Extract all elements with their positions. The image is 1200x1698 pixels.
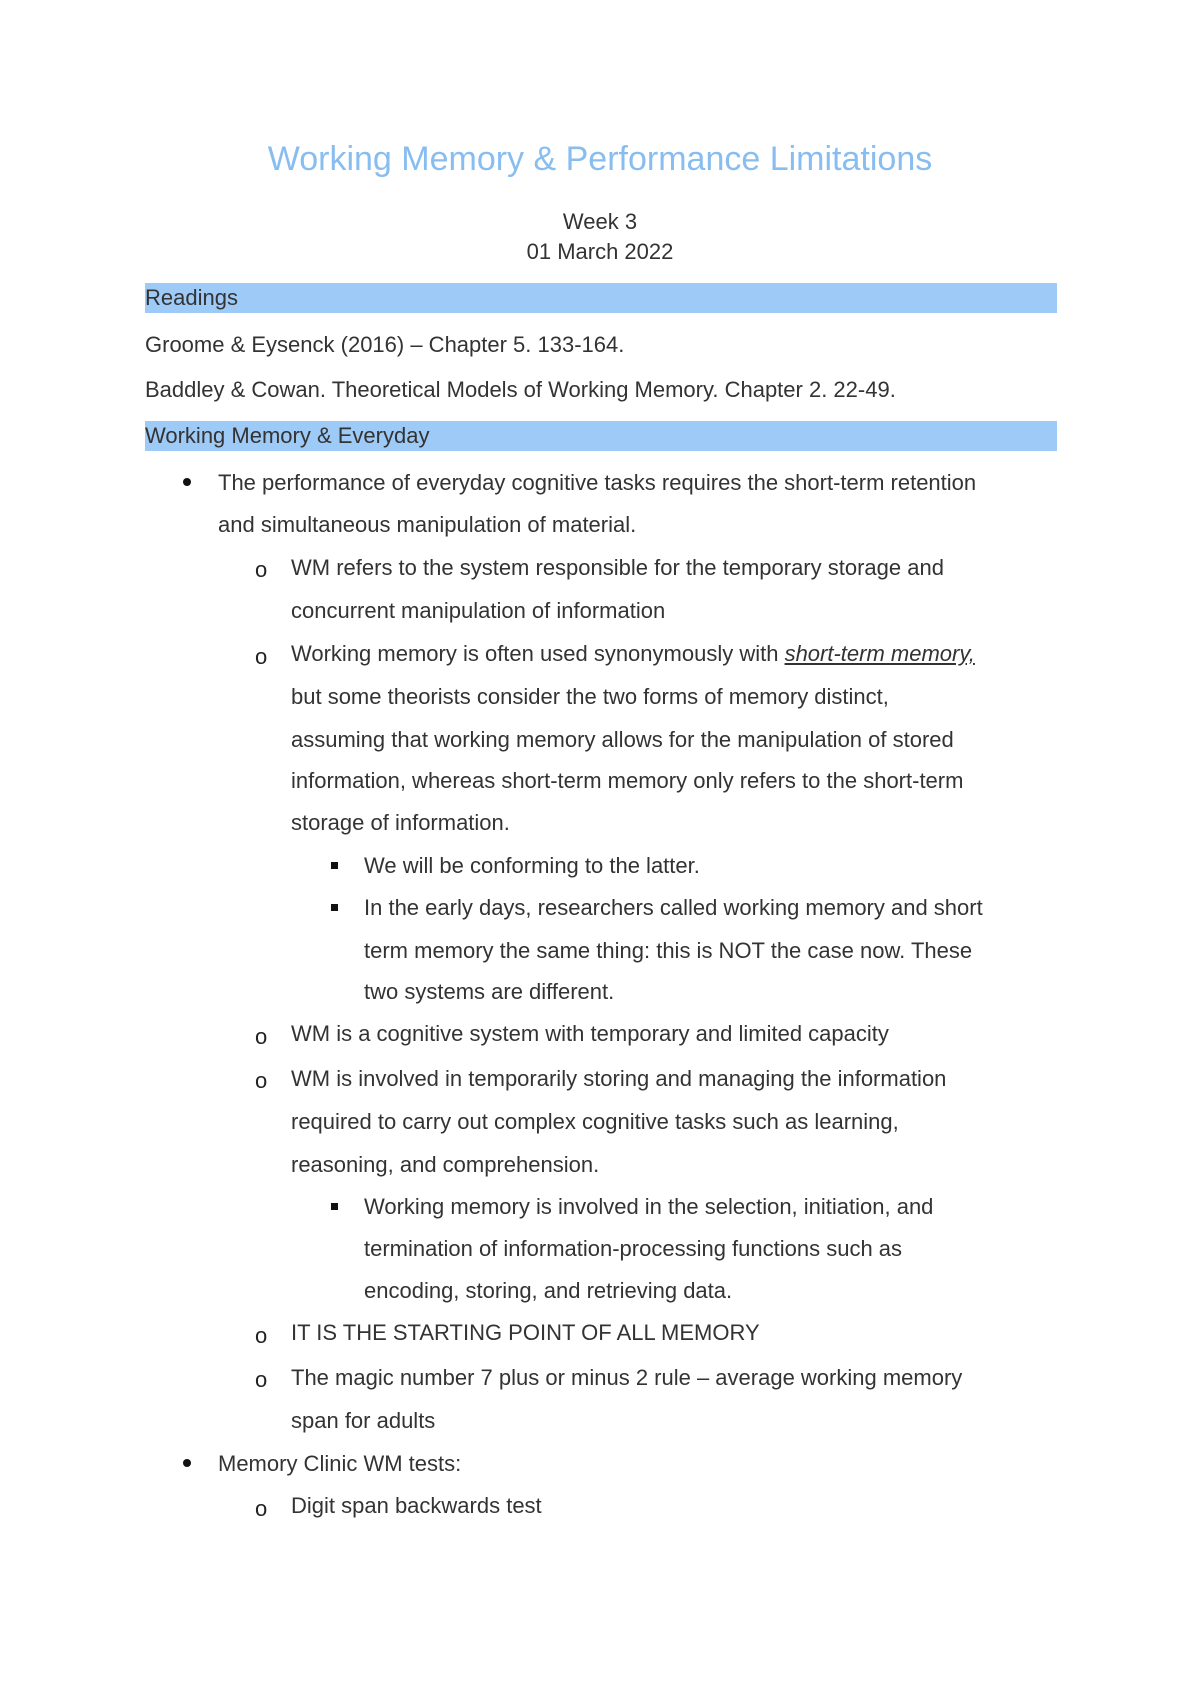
- bullet-dot-icon: [183, 1459, 191, 1467]
- bullet-square-icon: [331, 1203, 338, 1210]
- reading-item: Baddley & Cowan. Theoretical Models of Working Memory. Chapter 2. 22-49.: [145, 377, 896, 402]
- sub-bullet-o-icon: o: [255, 557, 268, 582]
- readings-heading-band: [145, 283, 1057, 313]
- section-heading: Working Memory & Everyday: [145, 423, 430, 448]
- bullet-line: WM is involved in temporarily storing and managing the information: [291, 1066, 947, 1091]
- sub-bullet-o-icon: o: [255, 1367, 268, 1392]
- section-heading-band: [145, 421, 1057, 451]
- bullet-line: required to carry out complex cognitive tasks such as learning,: [291, 1109, 899, 1134]
- bullet-line: The magic number 7 plus or minus 2 rule – average working memory: [291, 1365, 963, 1390]
- bullet-dot-icon: [183, 478, 191, 486]
- bullet-line: concurrent manipulation of information: [291, 598, 666, 623]
- short-term-memory-link[interactable]: short-term memory,: [784, 641, 975, 666]
- bullet-line: but some theorists consider the two forms of memory distinct,: [291, 684, 889, 709]
- bullet-line: IT IS THE STARTING POINT OF ALL MEMORY: [291, 1320, 760, 1345]
- bullet-line: reasoning, and comprehension.: [291, 1152, 600, 1177]
- bullet-line: span for adults: [291, 1408, 436, 1433]
- bullet-line: We will be conforming to the latter.: [364, 853, 700, 878]
- week-label: Week 3: [562, 209, 638, 234]
- bullet-line: information, whereas short-term memory only refers to the short-term: [291, 768, 964, 793]
- date-label: 01 March 2022: [526, 239, 674, 264]
- bullet-line: term memory the same thing: this is NOT the case now. These: [364, 938, 973, 963]
- sub-bullet-o-icon: o: [255, 1496, 268, 1521]
- sub-bullet-o-icon: o: [255, 644, 268, 669]
- bullet-line: storage of information.: [291, 810, 510, 835]
- sub-bullet-o-icon: o: [255, 1068, 268, 1093]
- bullet-line: and simultaneous manipulation of material.: [218, 512, 637, 537]
- bullet-line: assuming that working memory allows for the manipulation of stored: [291, 727, 954, 752]
- bullet-line: Digit span backwards test: [291, 1493, 542, 1518]
- reading-item: Groome & Eysenck (2016) – Chapter 5. 133-164.: [145, 332, 625, 357]
- line-text: Working memory is often used synonymously with: [291, 641, 785, 666]
- bullet-line: [291, 641, 975, 667]
- bullet-line: The performance of everyday cognitive tasks requires the short-term retention: [218, 470, 977, 495]
- bullet-line: In the early days, researchers called working memory and short: [364, 895, 983, 920]
- bullet-line: WM refers to the system responsible for the temporary storage and: [291, 555, 944, 580]
- bullet-line: Memory Clinic WM tests:: [218, 1451, 462, 1476]
- document-title: Working Memory & Performance Limitations: [267, 140, 933, 178]
- bullet-line: termination of information-processing functions such as: [364, 1236, 903, 1261]
- bullet-square-icon: [331, 862, 338, 869]
- bullet-line: WM is a cognitive system with temporary and limited capacity: [291, 1021, 889, 1046]
- bullet-square-icon: [331, 904, 338, 911]
- sub-bullet-o-icon: o: [255, 1024, 268, 1049]
- bullet-line: two systems are different.: [364, 979, 615, 1004]
- sub-bullet-o-icon: o: [255, 1323, 268, 1348]
- bullet-line: encoding, storing, and retrieving data.: [364, 1278, 733, 1303]
- readings-heading: Readings: [145, 285, 238, 310]
- bullet-line: Working memory is involved in the selection, initiation, and: [364, 1194, 934, 1219]
